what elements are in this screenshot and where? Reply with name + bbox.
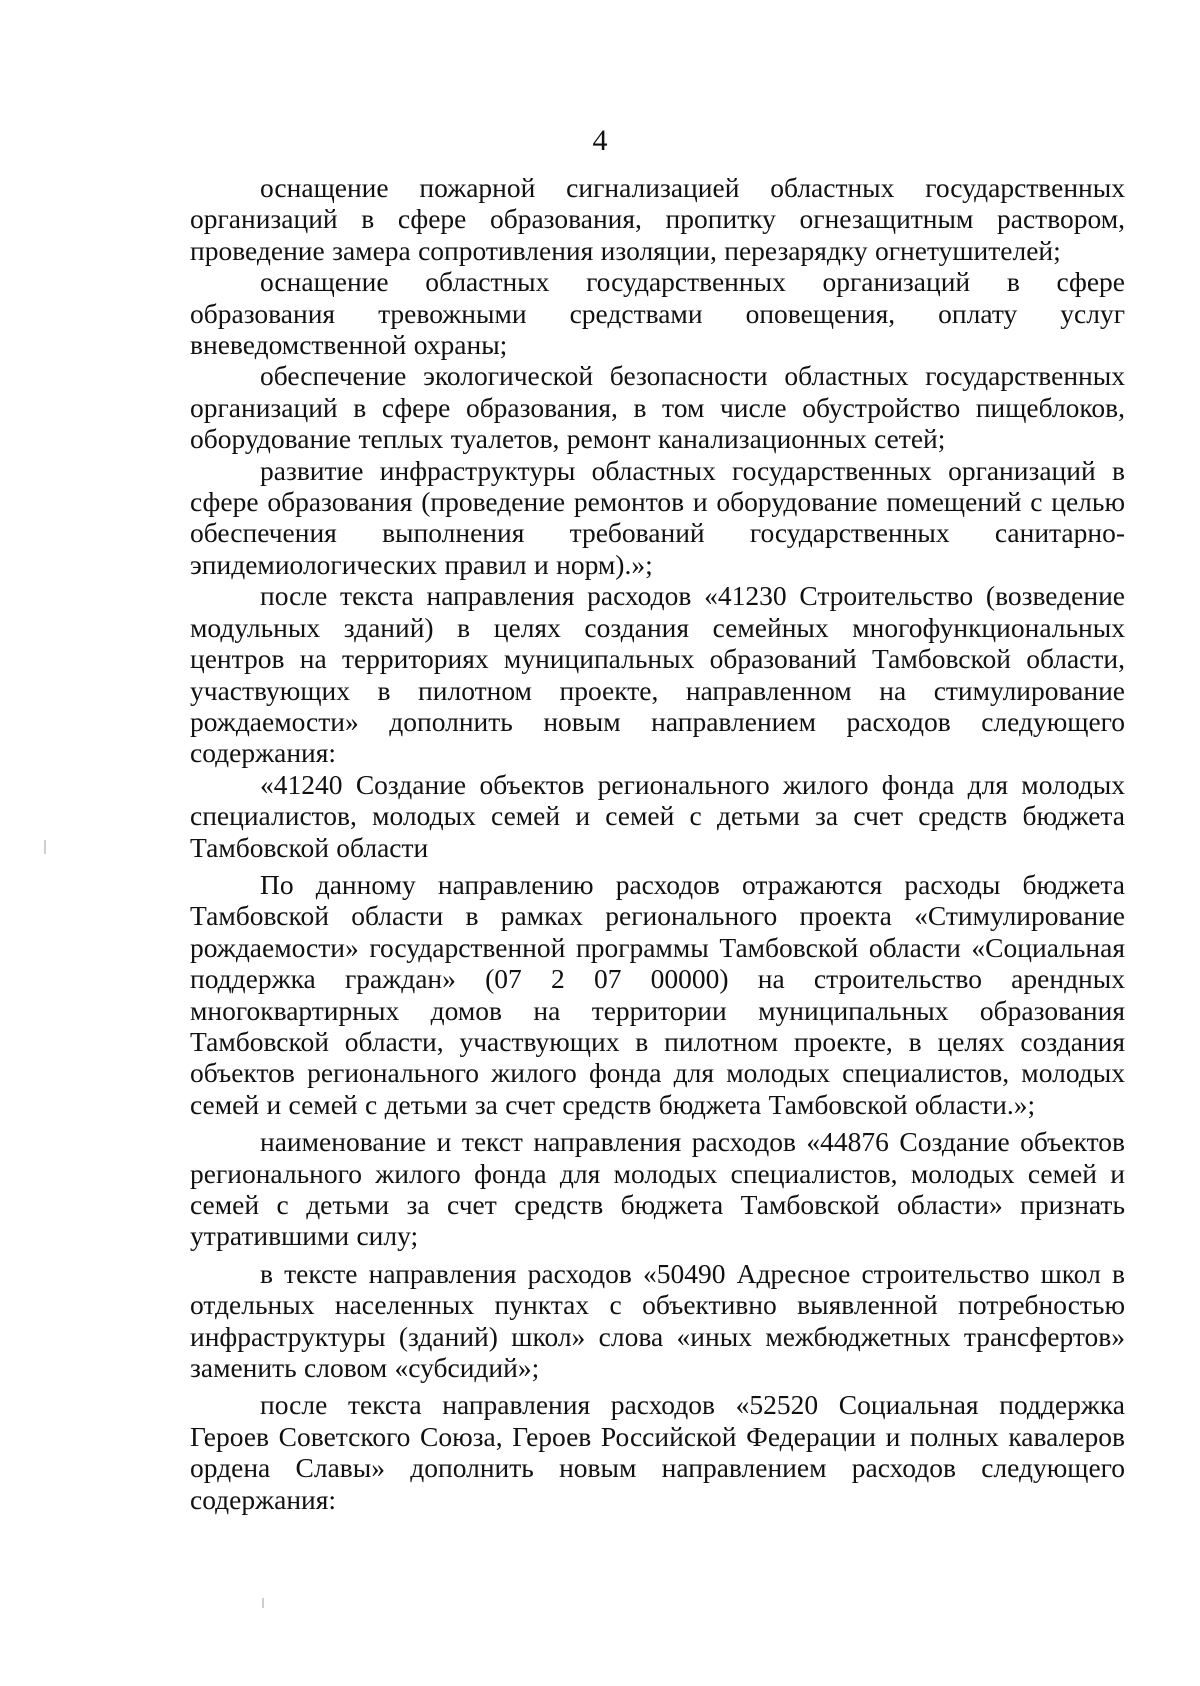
paragraph-50490-amend: в тексте направления расходов «50490 Адресное строительство школ в отдельных населенных пунктах с объективно выявленной потребностью инфраструктуры (зданий) школ» слова «иных межбюджетных трансфертов» заменить словом «субсидий»;	[190, 1257, 1125, 1384]
page-number: 4	[592, 124, 608, 157]
paragraph-41240-description: По данному направлению расходов отражаются расходы бюджета Тамбовской области в рамках регионального проекта «Стимулирование рождаемости» государственной программы Тамбовской области «Социальная поддержка граждан» (07 2 07 00000) на строительство арендных многоквартирных домов на территории муниципальных образования Тамбовской области, участвующих в пилотном проекте, в целях создания объектов регионального жилого фонда для молодых специалистов, молодых семей и семей с детьми за счет средств бюджета Тамбовской области.»;	[190, 868, 1125, 1120]
paragraph-41240-title: «41240 Создание объектов регионального жилого фонда для молодых специалистов, молодых семей и семей с детьми за счет средств бюджета Тамбовской области	[190, 768, 1125, 863]
paragraph-alarm-means: оснащение областных государственных организаций в сфере образования тревожными средствами оповещения, оплату услуг вневедомственной охраны;	[190, 266, 1125, 361]
paragraph-44876-repeal: наименование и текст направления расходов «44876 Создание объектов регионального жилого фонда для молодых специалистов, молодых семей и семей с детьми за счет средств бюджета Тамбовской области» признать утратившими силу;	[190, 1126, 1125, 1252]
paragraph-after-52520: после текста направления расходов «52520 Социальная поддержка Героев Советского Союза, Героев Российской Федерации и полных кавалеров ордена Славы» дополнить новым направлением расходов следующего содержания:	[190, 1389, 1125, 1515]
document-body	[190, 172, 1125, 1515]
scan-mark	[262, 1598, 264, 1608]
paragraph-after-41230: после текста направления расходов «41230 Строительство (возведение модульных зданий) в целях создания семейных многофункциональных центров на территориях муниципальных образований Тамбовской области, участвующих в пилотном проекте, направленном на стимулирование рождаемости» дополнить новым направлением расходов следующего содержания:	[190, 580, 1125, 769]
paragraph-ecological-safety: обеспечение экологической безопасности областных государственных организаций в сфере образования, в том числе обустройство пищеблоков, оборудование теплых туалетов, ремонт канализационных сетей;	[190, 360, 1125, 455]
scan-mark	[44, 840, 46, 854]
paragraph-infrastructure: развитие инфраструктуры областных государственных организаций в сфере образования (проведение ремонтов и оборудование помещений с целью обеспечения выполнения требований государственных санитарно-эпидемиологических правил и норм).»;	[190, 454, 1125, 580]
paragraph-fire-alarm: оснащение пожарной сигнализацией областных государственных организаций в сфере образования, пропитку огнезащитным раствором, проведение замера сопротивления изоляции, перезарядку огнетушителей;	[190, 172, 1125, 266]
